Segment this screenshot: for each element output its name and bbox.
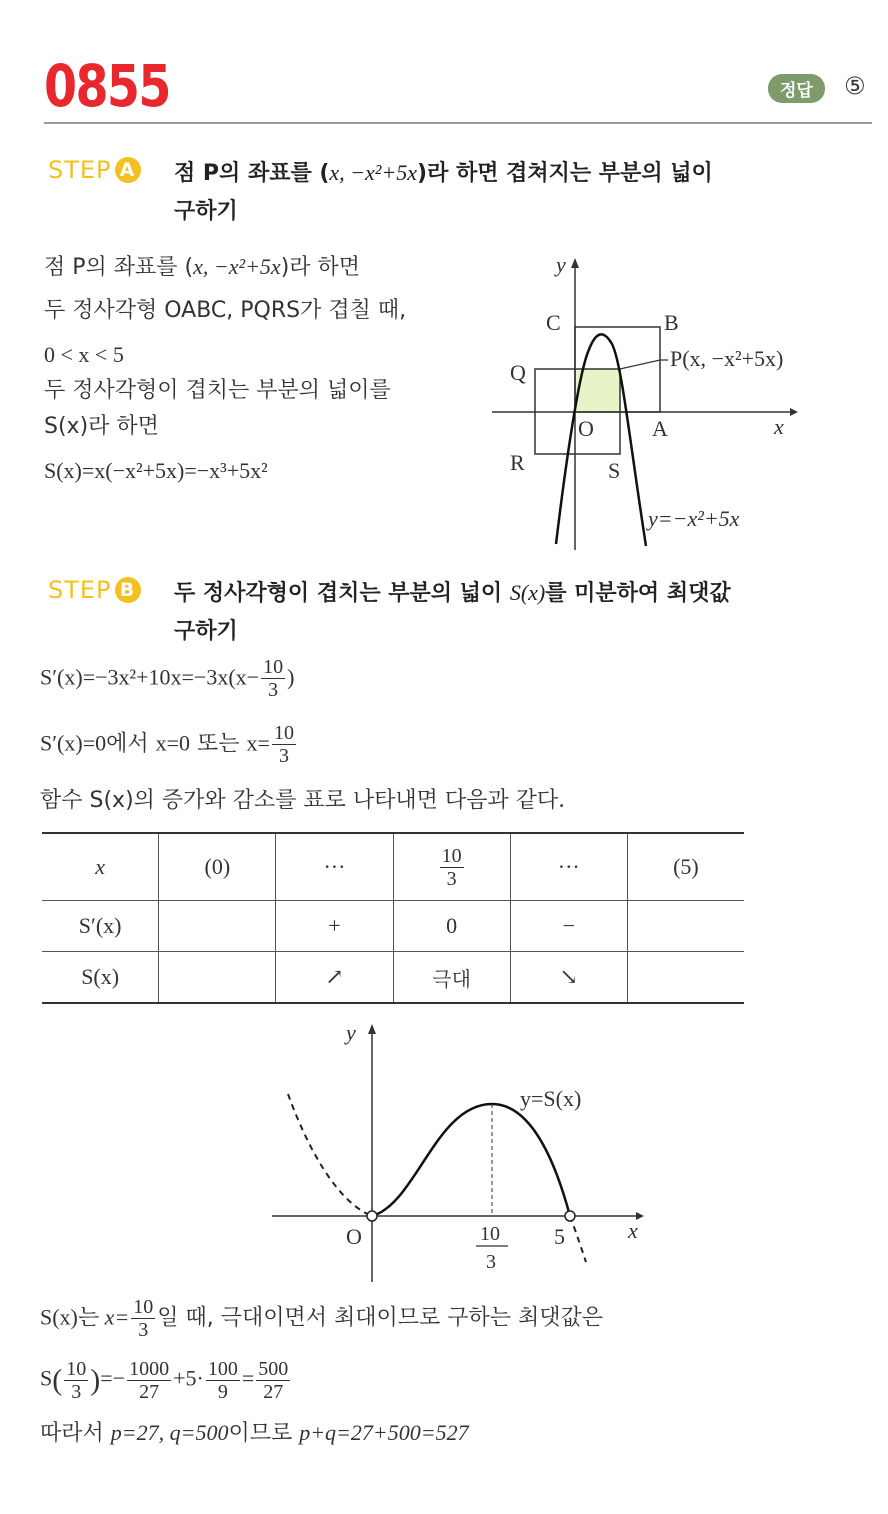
fig1-x-label: x xyxy=(774,414,784,439)
table-intro: 함수 S(x)의 증가와 감소를 표로 나타내면 다음과 같다. xyxy=(40,788,566,813)
step-a-line2: 두 정사각형 OABC, PQRS가 겹칠 때, xyxy=(44,298,407,323)
c1-post: 일 때, 극대이면서 최대이므로 구하는 최댓값은 xyxy=(157,1305,604,1331)
table-cell: ↗ xyxy=(276,952,393,1004)
c3-math1: p=27, q=500 xyxy=(110,1420,229,1445)
conclusion-line2 xyxy=(40,1358,292,1403)
step-a-tag xyxy=(48,156,141,184)
step-b-tag xyxy=(48,576,141,604)
c2-frac1 xyxy=(127,1358,171,1403)
c2-pre: S xyxy=(40,1365,53,1391)
table-cell xyxy=(627,901,744,952)
step-b-title-pre: 두 정사각형이 겹치는 부분의 넓이 xyxy=(174,581,510,606)
label-c: C xyxy=(546,310,561,335)
fig2-curve-label: y=S(x) xyxy=(520,1086,582,1111)
c2-frac2 xyxy=(206,1358,240,1403)
step-a-title-pre: 점 P의 좌표를 ( xyxy=(174,161,330,186)
tick-ten-third-num: 10 xyxy=(480,1223,500,1245)
label-a: A xyxy=(652,416,668,441)
table-cell: ↘ xyxy=(510,952,627,1004)
dashed-left-branch xyxy=(288,1094,372,1216)
label-p: P(x, −x²+5x) xyxy=(670,346,784,371)
deriv-frac xyxy=(261,656,285,701)
step-b-title xyxy=(174,574,854,651)
step-a-line1 xyxy=(44,252,360,283)
c2-frac3-den: 27 xyxy=(263,1381,284,1403)
crit-mid4: x= xyxy=(246,730,270,756)
table-cell: S(x) xyxy=(42,952,159,1004)
tick-five: 5 xyxy=(554,1224,565,1249)
squares-parabola-figure xyxy=(488,244,860,556)
paren-open: ( xyxy=(52,1363,63,1397)
crit-frac xyxy=(272,722,296,767)
crit-frac-num: 10 xyxy=(273,722,294,744)
deriv-frac-den: 3 xyxy=(268,679,279,701)
table-cell-frac xyxy=(393,833,510,901)
table-cell: S′(x) xyxy=(42,901,159,952)
y-axis-arrow-icon xyxy=(368,1024,376,1034)
crit-mid1: 에서 xyxy=(106,731,156,757)
critical-point-line xyxy=(40,722,298,767)
table-cell xyxy=(627,952,744,1004)
open-point-origin xyxy=(367,1211,377,1221)
c2-frac0 xyxy=(64,1358,88,1403)
answer-value: ⑤ xyxy=(844,72,866,100)
label-r: R xyxy=(510,450,525,475)
variation-table xyxy=(42,832,744,1004)
label-o: O xyxy=(578,416,594,441)
fig2-origin-label: O xyxy=(346,1224,362,1249)
c2-frac3 xyxy=(256,1358,290,1403)
label-q: Q xyxy=(510,360,526,385)
step-a-line5: S(x)라 하면 xyxy=(44,414,159,439)
table-cell: 극대 xyxy=(393,952,510,1004)
tick-ten-third-den: 3 xyxy=(486,1251,496,1273)
label-parabola: y=−x²+5x xyxy=(648,506,740,531)
deriv-pre: S′(x)=−3x²+10x=−3x(x− xyxy=(40,664,260,690)
l1-pre: 점 P의 좌표를 ( xyxy=(44,255,194,280)
header-divider xyxy=(44,122,872,124)
step-a-title xyxy=(174,154,854,231)
table-cell xyxy=(159,952,276,1004)
table-cell: (0) xyxy=(159,833,276,901)
deriv-post: ) xyxy=(287,664,295,690)
c2-frac0-den: 3 xyxy=(71,1381,82,1403)
open-point-five xyxy=(565,1211,575,1221)
table-frac xyxy=(440,845,464,890)
y-axis-arrow-icon xyxy=(571,258,579,268)
c2-frac2-den: 9 xyxy=(217,1381,228,1403)
dashed-right-tail xyxy=(570,1216,586,1262)
s-curve xyxy=(372,1104,570,1216)
c2-frac3-num: 500 xyxy=(258,1358,289,1380)
table-cell: ··· xyxy=(276,833,393,901)
step-b-title-post: 를 미분하여 최댓값 xyxy=(545,581,731,606)
step-a-title-post: )라 하면 겹쳐지는 부분의 넓이 xyxy=(417,161,713,186)
step-b-label: STEP xyxy=(48,576,112,604)
c1-frac xyxy=(131,1296,155,1341)
conclusion-line1 xyxy=(40,1296,603,1341)
x-axis-arrow-icon xyxy=(790,408,798,416)
c2-eq3: = xyxy=(241,1365,255,1391)
conclusion-line3 xyxy=(40,1418,469,1449)
deriv-frac-num: 10 xyxy=(263,656,284,678)
step-a-title-line2: 구하기 xyxy=(174,199,238,224)
label-s: S xyxy=(608,458,621,483)
c1-x: x= xyxy=(104,1304,130,1330)
step-b-title-line2: 구하기 xyxy=(174,619,238,644)
table-cell: − xyxy=(510,901,627,952)
table-cell: ··· xyxy=(510,833,627,901)
c1-frac-num: 10 xyxy=(133,1296,154,1318)
table-row xyxy=(42,901,744,952)
step-a-line4: 두 정사각형이 겹치는 부분의 넓이를 xyxy=(44,378,391,403)
c2-frac1-den: 27 xyxy=(139,1381,160,1403)
crit-mid3: 또는 xyxy=(190,731,247,757)
p-leader-line xyxy=(620,360,668,369)
table-cell: x xyxy=(42,833,159,901)
step-b-title-math: S(x) xyxy=(509,580,546,605)
fig2-y-label: y xyxy=(346,1020,356,1045)
step-a-line6: S(x)=x(−x²+5x)=−x³+5x² xyxy=(44,458,268,483)
c2-frac2-num: 100 xyxy=(207,1358,238,1380)
c3-mid: 이므로 xyxy=(228,1421,300,1446)
step-b-letter: B xyxy=(115,577,141,603)
table-row xyxy=(42,833,744,901)
table-row xyxy=(42,952,744,1004)
l1-post: )라 하면 xyxy=(280,255,361,280)
paren-close: ) xyxy=(90,1363,101,1397)
derivative-line xyxy=(40,656,294,701)
table-frac-num: 10 xyxy=(441,844,462,867)
c3-math2: p+q=27+500=527 xyxy=(299,1420,469,1445)
table-frac-den: 3 xyxy=(446,867,457,890)
l1-math: x, −x²+5x xyxy=(193,254,281,279)
fig1-y-label: y xyxy=(556,252,566,277)
step-a-line3: 0 < x < 5 xyxy=(44,342,124,367)
s-function-graph xyxy=(266,1014,656,1286)
c1-frac-den: 3 xyxy=(138,1319,149,1341)
table-cell xyxy=(159,901,276,952)
table-cell: + xyxy=(276,901,393,952)
step-a-label: STEP xyxy=(48,156,112,184)
step-a-letter: A xyxy=(115,157,141,183)
table-cell: 0 xyxy=(393,901,510,952)
step-a-title-math: x, −x²+5x xyxy=(329,160,418,185)
crit-pre: S′(x)=0 xyxy=(40,730,107,756)
table-cell: (5) xyxy=(673,854,699,879)
fig2-x-label: x xyxy=(628,1218,638,1243)
crit-mid2: x=0 xyxy=(155,730,191,756)
problem-number: 0855 xyxy=(44,52,170,120)
crit-frac-den: 3 xyxy=(278,745,289,767)
answer-badge: 정답 xyxy=(768,74,825,103)
label-b: B xyxy=(664,310,679,335)
c3-pre: 따라서 xyxy=(40,1421,111,1446)
c2-eq1: =− xyxy=(100,1365,126,1391)
c1-pre: S(x)는 xyxy=(40,1304,105,1330)
c2-eq2: +5· xyxy=(173,1365,204,1391)
c2-frac1-num: 1000 xyxy=(129,1358,170,1380)
c2-frac0-num: 10 xyxy=(66,1358,87,1380)
